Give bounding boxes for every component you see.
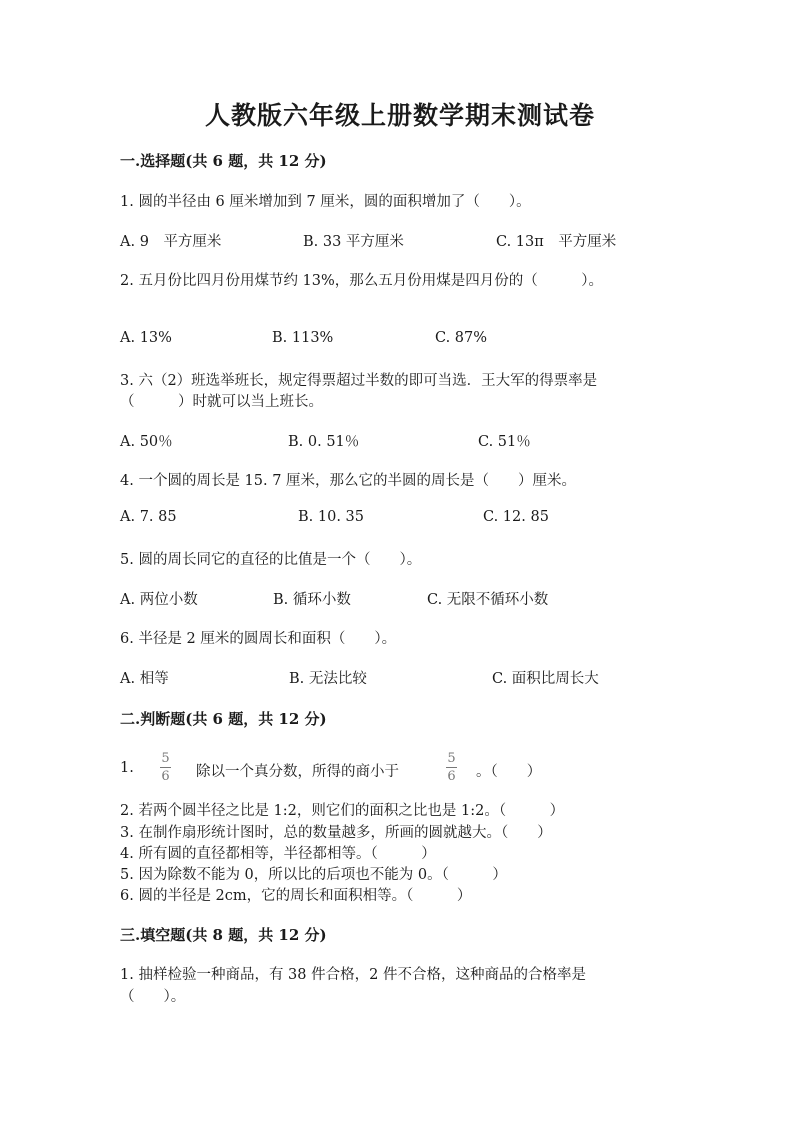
section-heading-fill-in: 三.填空题(共 8 题，共 12 分) [120, 926, 327, 944]
fraction-five-sixths [446, 752, 457, 783]
option-c: C. 无限不循环小数 [427, 592, 549, 608]
section-heading-choice: 一.选择题(共 6 题，共 12 分) [120, 152, 327, 170]
option-b: B. 无法比较 [289, 671, 367, 687]
question-1-3-line2: （ ）时就可以当上班长。 [120, 394, 323, 410]
question-3-1-line1: 1. 抽样检验一种商品，有 38 件合格，2 件不合格，这种商品的合格率是 [120, 967, 586, 983]
question-3-1-line2: （ ）。 [120, 989, 186, 1005]
question-1-4: 4. 一个圆的周长是 15. 7 厘米，那么它的半圆的周长是（ ）厘米。 [120, 473, 577, 489]
option-c: C. 87% [435, 330, 488, 346]
fraction-denominator: 6 [447, 769, 456, 784]
option-b: B. 113% [272, 330, 334, 346]
option-a: A. 9 平方厘米 [120, 234, 222, 250]
option-a: A. 13% [120, 330, 172, 346]
fraction-numerator: 5 [447, 751, 456, 766]
question-2-1-number: 1. [120, 760, 134, 776]
option-c: C. 13π 平方厘米 [496, 234, 617, 250]
question-2-3: 3. 在制作扇形统计图时，总的数量越多，所画的圆就越大。（ ） [120, 825, 552, 841]
question-2-1-tail: 。（ ） [476, 764, 542, 780]
option-a: A. 相等 [120, 671, 169, 687]
page-title: 人教版六年级上册数学期末测试卷 [204, 101, 595, 130]
option-b: B. 循环小数 [273, 592, 351, 608]
fraction-bar [446, 767, 457, 768]
option-c: C. 51％ [478, 434, 531, 450]
question-2-1-text: 除以一个真分数，所得的商小于 [196, 764, 399, 780]
question-2-6: 6. 圆的半径是 2cm，它的周长和面积相等。（ ） [120, 888, 472, 904]
option-c: C. 12. 85 [483, 509, 549, 525]
question-1-5: 5. 圆的周长同它的直径的比值是一个（ ）。 [120, 552, 422, 568]
question-1-1: 1. 圆的半径由 6 厘米增加到 7 厘米，圆的面积增加了（ ）。 [120, 194, 531, 210]
fraction-five-sixths [160, 752, 171, 783]
option-a: A. 两位小数 [120, 592, 198, 608]
question-1-2: 2. 五月份比四月份用煤节约 13%，那么五月份用煤是四月份的（ ）。 [120, 273, 604, 289]
section-heading-judgment: 二.判断题(共 6 题，共 12 分) [120, 710, 327, 728]
question-2-5: 5. 因为除数不能为 0，所以比的后项也不能为 0。（ ） [120, 867, 507, 883]
fraction-numerator: 5 [161, 751, 170, 766]
question-2-2: 2. 若两个圆半径之比是 1:2，则它们的面积之比也是 1:2。（ ） [120, 803, 565, 819]
fraction-denominator: 6 [161, 769, 170, 784]
option-b: B. 0. 51％ [288, 434, 360, 450]
option-a: A. 7. 85 [120, 509, 177, 525]
option-b: B. 33 平方厘米 [303, 234, 404, 250]
question-2-4: 4. 所有圆的直径都相等，半径都相等。（ ） [120, 846, 436, 862]
option-a: A. 50％ [120, 434, 173, 450]
fraction-bar [160, 767, 171, 768]
question-1-6: 6. 半径是 2 厘米的圆周长和面积（ ）。 [120, 631, 397, 647]
option-c: C. 面积比周长大 [492, 671, 599, 687]
option-b: B. 10. 35 [298, 509, 364, 525]
question-1-3-line1: 3. 六（2）班选举班长，规定得票超过半数的即可当选．王大军的得票率是 [120, 373, 598, 389]
